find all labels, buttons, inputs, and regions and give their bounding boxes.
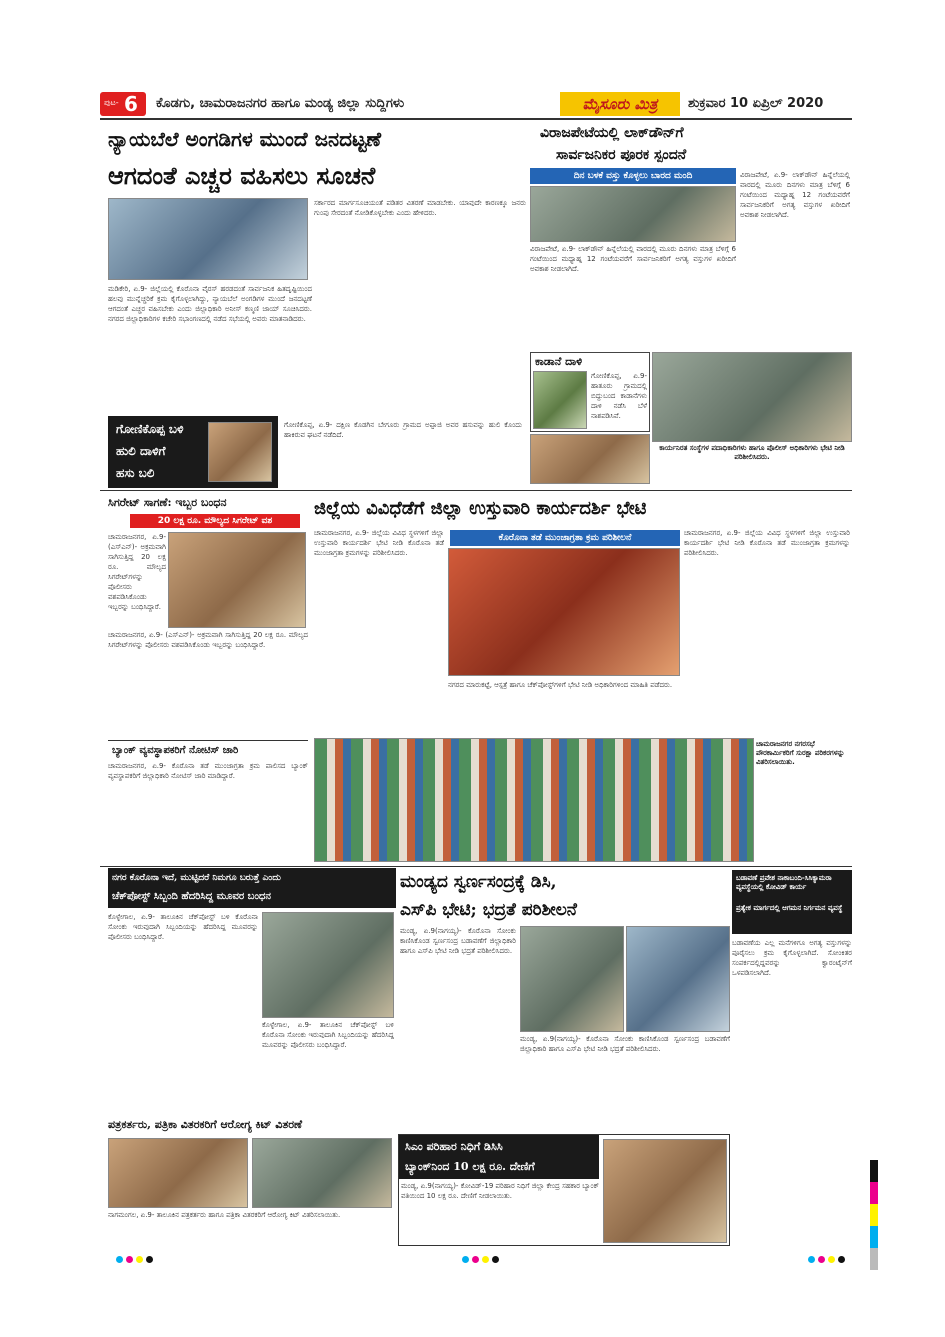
mandya-headline-line1: ಮಂಡ್ಯದ ಸ್ವರ್ಣಸಂದ್ರಕ್ಕೆ ಡಿಸಿ, xyxy=(400,872,557,892)
cm-fund-box xyxy=(398,1134,730,1246)
checkpost-headline-line2: ಚೆಕ್‌ಪೋಸ್ಟ್ ಸಿಬ್ಬಂದಿ ಹೆದರಿಸಿದ್ದ ಮೂವರ ಬಂಧನ xyxy=(112,891,271,902)
inspection-photo xyxy=(652,352,852,442)
page-number: 6 xyxy=(124,92,138,116)
story2-headline-line1: ವಿರಾಜಪೇಟೆಯಲ್ಲಿ ಲಾಕ್‌ಡೌನ್‌ಗೆ xyxy=(540,125,684,141)
story1-headline-line2: ಆಗದಂತೆ ಎಚ್ಚರ ವಹಿಸಲು ಸೂಚನೆ xyxy=(108,161,376,190)
health-kit-headline: ಪತ್ರಕರ್ತರು, ಪತ್ರಿಕಾ ವಿತರಕರಿಗೆ ಆರೋಗ್ಯ ಕಿಟ್ ವಿತರಣೆ xyxy=(108,1118,303,1131)
checkpost-photo xyxy=(262,912,394,1018)
workers-group-photo xyxy=(314,738,754,862)
story1-headline-line1: ನ್ಯಾಯಬೆಲೆ ಅಂಗಡಿಗಳ ಮುಂದೆ ಜನದಟ್ಟಣೆ xyxy=(108,127,382,151)
checkpost-body-col1: ಕೊಳ್ಳೇಗಾಲ, ಏ.9- ತಾಲೂಕಿನ ಚೆಕ್‌ಪೋಸ್ಟ್ ಬಳಿ ಕೊರೊನಾ ಸೋಂಕು ಇರುವುದಾಗಿ ಸಿಬ್ಬಂದಿಯನ್ನು ಹೆದರಿಸಿದ್ದ ಮೂವರನ್ನು ಪೊಲೀಸರು ಬಂಧಿಸಿದ್ದಾರೆ. xyxy=(108,913,258,941)
tiger-body: ಗೋಣಿಕೊಪ್ಪ, ಏ.9- ದಕ್ಷಿಣ ಕೊಡಗಿನ ಬೇಗೂರು ಗ್ರಾಮದ ಅಪ್ಪಾಜಿ ಅವರ ಹಸುವನ್ನು ಹುಲಿ ಕೊಂದು ಹಾಕಿರುವ ಘಟನೆ ನಡೆದಿದೆ. xyxy=(284,421,522,439)
tiger-line1: ಗೋಣಿಕೊಪ್ಪ ಬಳಿ xyxy=(116,422,184,436)
secretary-body-col3: ಚಾಮರಾಜನಗರ, ಏ.9- ಜಿಲ್ಲೆಯ ವಿವಿಧ ಸ್ಥಳಗಳಿಗೆ ಜಿಲ್ಲಾ ಉಸ್ತುವಾರಿ ಕಾರ್ಯದರ್ಶಿ ಭೇಟಿ ನೀಡಿ ಕೊರೊನಾ ತಡೆ ಮುಂಜಾಗ್ರತಾ ಕ್ರಮಗಳನ್ನು ಪರಿಶೀಲಿಸಿದರು. xyxy=(684,529,850,557)
registration-marks-left xyxy=(116,1256,156,1264)
color-bar xyxy=(870,1160,878,1270)
secretary-body-col2: ನಗರದ ಮಾರುಕಟ್ಟೆ, ಆಸ್ಪತ್ರೆ ಹಾಗೂ ಚೆಕ್‌ಪೋಸ್ಟ್‌ಗಳಿಗೆ ಭೇಟಿ ನೀಡಿ ಅಧಿಕಾರಿಗಳಿಂದ ಮಾಹಿತಿ ಪಡೆದರು. xyxy=(448,681,673,689)
cigarette-sub-banner: 20 ಲಕ್ಷ ರೂ. ಮೌಲ್ಯದ ಸಿಗರೇಟ್ ವಶ xyxy=(130,514,300,528)
kadane-title: ಕಾಡಾನೆ ದಾಳಿ xyxy=(535,355,583,368)
story2-body: ವಿರಾಜಪೇಟೆ, ಏ.9- ಲಾಕ್‌ಡೌನ್ ಹಿನ್ನೆಲೆಯಲ್ಲಿ ವಾರದಲ್ಲಿ ಮೂರು ದಿನಗಳು ಮಾತ್ರ ಬೆಳಿಗ್ಗೆ 6 ಗಂಟೆಯಿಂದ ಮಧ್ಯಾಹ್ನ 12 ಗಂಟೆಯವರೆಗೆ ಸಾರ್ವಜನಿಕರಿಗೆ ಅಗತ್ಯ ವಸ್ತುಗಳ ಖರೀದಿಗೆ ಅವಕಾಶ ನೀಡಲಾಗಿದೆ. xyxy=(530,245,736,273)
story2-photo-market xyxy=(530,186,736,242)
story1-headline xyxy=(108,122,528,194)
kadane-photo-large xyxy=(530,434,650,484)
mandya-body-col1: ಮಂಡ್ಯ, ಏ.9(ನಾಗಯ್ಯ)- ಕೊರೊನಾ ಸೋಂಕು ಕಾಣಿಸಿಕೊಂಡ ಸ್ವರ್ಣಸಂದ್ರ ಬಡಾವಣೆಗೆ ಜಿಲ್ಲಾಧಿಕಾರಿ ಹಾಗೂ ಎಸ್‌ಪಿ ಭೇಟಿ ನೀಡಿ ಭದ್ರತೆ ಪರಿಶೀಲಿಸಿದರು. xyxy=(400,927,516,955)
kadane-body: ಗೋಣಿಕೊಪ್ಪ, ಏ.9- ಹಾತೂರು ಗ್ರಾಮದಲ್ಲಿ ಬಿದ್ದುಬಂದ ಕಾಡಾನೆಗಳು ದಾಳಿ ನಡೆಸಿ ಬೆಳೆ ನಾಶಪಡಿಸಿವೆ. xyxy=(591,372,647,420)
cigarette-body: ಚಾಮರಾಜನಗರ, ಏ.9- (ಎಸ್‌ಎನ್)- ಅಕ್ರಮವಾಗಿ ಸಾಗಿಸುತ್ತಿದ್ದ 20 ಲಕ್ಷ ರೂ. ಮೌಲ್ಯದ ಸಿಗರೇಟ್‌ಗಳನ್ನು ಪೊಲೀಸರು ವಶಪಡಿಸಿಕೊಂಡು ಇಬ್ಬರನ್ನು ಬಂಧಿಸಿದ್ದಾರೆ. xyxy=(108,533,166,611)
checkpost-headline-box xyxy=(108,868,396,908)
masthead-rule xyxy=(100,118,852,120)
kadane-photo xyxy=(533,371,587,429)
masthead xyxy=(100,92,852,116)
cm-fund-headline-line2: ಬ್ಯಾಂಕ್‌ನಿಂದ 10 ಲಕ್ಷ ರೂ. ದೇಣಿಗೆ xyxy=(405,1160,535,1173)
registration-marks-right xyxy=(808,1256,848,1264)
cm-fund-headline-line1: ಸಿಎಂ ಪರಿಹಾರ ನಿಧಿಗೆ ಡಿಸಿಸಿ xyxy=(405,1140,503,1153)
tiger-headline-box xyxy=(108,416,278,488)
sidebar-bullet-2: ಪ್ರತ್ಯೇಕ ಮಾರ್ಗದಲ್ಲಿ ಆಗಮನ ನಿರ್ಗಮನ ವ್ಯವಸ್ಥೆ xyxy=(736,904,843,912)
health-kit-photo-1 xyxy=(108,1138,248,1208)
checkpost-headline-line1: ನಗರ ಕೊರೊನಾ ಇದೆ, ಮುಟ್ಟಿದರೆ ನಿಮಗೂ ಬರುತ್ತೆ ಎಂದು xyxy=(112,873,281,883)
story1-body-col2: ಸರ್ಕಾರದ ಮಾರ್ಗಸೂಚಿಯಂತೆ ಪಡಿತರ ವಿತರಣೆ ಮಾಡಬೇಕು. ಯಾವುದೇ ಕಾರಣಕ್ಕೂ ಜನರು ಗುಂಪು ಸೇರದಂತೆ ನೋಡಿಕೊಳ್ಳಬೇಕು ಎಂದು ಹೇಳಿದರು. xyxy=(314,199,526,217)
cm-fund-headline-box xyxy=(399,1135,599,1179)
story1-body-col1: ಮಡಿಕೇರಿ, ಏ.9- ಜಿಲ್ಲೆಯಲ್ಲಿ ಕೊರೊನಾ ವೈರಸ್ ಹರಡದಂತೆ ಸಾರ್ವಜನಿಕ ಹಿತದೃಷ್ಟಿಯಿಂದ ಹಲವು ಮುನ್ನೆಚ್ಚರಿಕೆ ಕ್ರಮ ಕೈಗೊಳ್ಳಲಾಗಿದ್ದು, ನ್ಯಾಯಬೆಲೆ ಅಂಗಡಿಗಳ ಮುಂದೆ ಜನದಟ್ಟಣೆ ಆಗದಂತೆ ಎಚ್ಚರ ವಹಿಸಬೇಕು ಎಂದು ಜಿಲ್ಲಾಧಿಕಾರಿ ಅನೀಸ್ ಕಣ್ಮಣಿ ಜಾಯ್ ಸೂಚಿಸಿದರು. ನಗರದ ಜಿಲ್ಲಾಧಿಕಾರಿಗಳ ಕಚೇರಿ ಸಭಾಂಗಣದಲ್ಲಿ ನಡೆದ ಸಭೆಯಲ್ಲಿ ಅವರು ಮಾತನಾಡಿದರು. xyxy=(108,285,312,323)
story2-headline-line2: ಸಾರ್ವಜನಿಕರ ಪೂರಕ ಸ್ಪಂದನೆ xyxy=(556,147,687,163)
mandya-photo-1 xyxy=(520,926,624,1032)
cigarette-photo xyxy=(168,532,306,628)
tiger-photo xyxy=(208,422,272,482)
divider-lower xyxy=(100,866,852,867)
mandya-photo-2 xyxy=(626,926,730,1032)
mandya-headline xyxy=(400,868,730,924)
checkpost-body-col2: ಕೊಳ್ಳೇಗಾಲ, ಏ.9- ತಾಲೂಕಿನ ಚೆಕ್‌ಪೋಸ್ಟ್ ಬಳಿ ಕೊರೊನಾ ಸೋಂಕು ಇರುವುದಾಗಿ ಸಿಬ್ಬಂದಿಯನ್ನು ಹೆದರಿಸಿದ್ದ ಮೂವರನ್ನು ಪೊಲೀಸರು ಬಂಧಿಸಿದ್ದಾರೆ. xyxy=(262,1021,394,1049)
divider-mid xyxy=(100,490,852,491)
tiger-box xyxy=(108,416,524,488)
tiger-line3: ಹಸು ಬಲಿ xyxy=(116,466,155,480)
cigarette-headline: ಸಿಗರೇಟ್ ಸಾಗಣೆ: ಇಬ್ಬರ ಬಂಧನ xyxy=(108,496,227,509)
story2-sub-banner: ದಿನ ಬಳಕೆ ವಸ್ತು ಕೊಳ್ಳಲು ಬಾರದ ಮಂದಿ xyxy=(530,168,736,184)
inspection-caption: ಕಾರ್ಯನಿರತ ಸಂಸ್ಥೆಗಳ ಪದಾಧಿಕಾರಿಗಳು ಹಾಗೂ ಪೊಲೀಸ್ ಅಧಿಕಾರಿಗಳು ಭೇಟಿ ನೀಡಿ ಪರಿಶೀಲಿಸಿದರು. xyxy=(659,444,845,461)
mandya-headline-line2: ಎಸ್‌ಪಿ ಭೇಟಿ; ಭದ್ರತೆ ಪರಿಶೀಲನೆ xyxy=(400,900,577,920)
page-number-badge xyxy=(100,92,146,116)
sidebar-bullets-box xyxy=(732,870,852,934)
tiger-line2: ಹುಲಿ ದಾಳಿಗೆ xyxy=(116,444,166,458)
mandya-sidebar xyxy=(732,870,852,1170)
sidebar-bullet-1: ಬಡಾವಣೆ ಪ್ರವೇಶ ನಾಕಾಬಂದಿ-ಸಿಸಿಕ್ಯಾಮರಾ ವ್ಯವಸ್ಥೆಯಲ್ಲಿ ಕೋವಿಡ್ ಕಾರ್ಯ xyxy=(736,874,832,891)
bank-headline: ಬ್ಯಾಂಕ್ ವ್ಯವಸ್ಥಾಪಕರಿಗೆ ನೋಟಿಸ್ ಜಾರಿ xyxy=(112,745,239,756)
secretary-sub-banner: ಕೊರೊನಾ ತಡೆ ಮುಂಜಾಗ್ರತಾ ಕ್ರಮ ಪರಿಶೀಲನೆ xyxy=(450,530,680,546)
secretary-headline: ಜಿಲ್ಲೆಯ ವಿವಿಧೆಡೆಗೆ ಜಿಲ್ಲಾ ಉಸ್ತುವಾರಿ ಕಾರ್ಯದರ್ಶಿ ಭೇಟಿ xyxy=(314,498,647,519)
sidebar-body: ಬಡಾವಣೆಯ ಎಲ್ಲ ಮನೆಗಳಿಗೂ ಅಗತ್ಯ ವಸ್ತುಗಳನ್ನು ಪೂರೈಸಲು ಕ್ರಮ ಕೈಗೊಳ್ಳಲಾಗಿದೆ. ಸೋಂಕಿತರ ಸಂಪರ್ಕದಲ್ಲಿದ್ದವರನ್ನು ಕ್ವಾರಂಟೈನ್‌ಗೆ ಒಳಪಡಿಸಲಾಗಿದೆ. xyxy=(732,939,852,977)
cm-fund-photo xyxy=(603,1139,727,1243)
page-label: ಪುಟ- xyxy=(104,98,119,107)
workers-caption: ಚಾಮರಾಜನಗರ ನಗರಸಭೆ ಪೌರಕಾರ್ಮಿಕರಿಗೆ ಸುರಕ್ಷಾ ಪರಿಕರಗಳನ್ನು ವಿತರಿಸಲಾಯಿತು. xyxy=(756,740,845,766)
mandya-body-col2: ಮಂಡ್ಯ, ಏ.9(ನಾಗಯ್ಯ)- ಕೊರೊನಾ ಸೋಂಕು ಕಾಣಿಸಿಕೊಂಡ ಸ್ವರ್ಣಸಂದ್ರ ಬಡಾವಣೆಗೆ ಜಿಲ್ಲಾಧಿಕಾರಿ ಹಾಗೂ ಎಸ್‌ಪಿ ಭೇಟಿ ನೀಡಿ ಭದ್ರತೆ ಪರಿಶೀಲಿಸಿದರು. xyxy=(520,1035,730,1053)
issue-date: ಶುಕ್ರವಾರ 10 ಏಪ್ರಿಲ್ 2020 xyxy=(688,96,824,111)
cigarette-body-full: ಚಾಮರಾಜನಗರ, ಏ.9- (ಎಸ್‌ಎನ್)- ಅಕ್ರಮವಾಗಿ ಸಾಗಿಸುತ್ತಿದ್ದ 20 ಲಕ್ಷ ರೂ. ಮೌಲ್ಯದ ಸಿಗರೇಟ್‌ಗಳನ್ನು ಪೊಲೀಸರು ವಶಪಡಿಸಿಕೊಂಡು ಇಬ್ಬರನ್ನು ಬಂಧಿಸಿದ್ದಾರೆ. xyxy=(108,631,308,649)
kadane-box xyxy=(530,352,650,432)
paper-name: ಮೈಸೂರು ಮಿತ್ರ xyxy=(560,92,680,116)
bank-box xyxy=(108,740,308,864)
secretary-photo-market xyxy=(448,548,680,676)
registration-marks-center xyxy=(462,1256,502,1264)
section-title: ಕೊಡಗು, ಚಾಮರಾಜನಗರ ಹಾಗೂ ಮಂಡ್ಯ ಜಿಲ್ಲಾ ಸುದ್ದಿಗಳು xyxy=(156,96,405,111)
health-kit-photo-2 xyxy=(252,1138,392,1208)
story2-headline xyxy=(528,122,852,166)
story1-photo-meeting xyxy=(108,198,308,280)
bank-body: ಚಾಮರಾಜನಗರ, ಏ.9- ಕೊರೊನಾ ತಡೆ ಮುಂಜಾಗ್ರತಾ ಕ್ರಮ ಪಾಲಿಸದ ಬ್ಯಾಂಕ್ ವ್ಯವಸ್ಥಾಪಕರಿಗೆ ಜಿಲ್ಲಾಧಿಕಾರಿ ನೋಟಿಸ್ ಜಾರಿ ಮಾಡಿದ್ದಾರೆ. xyxy=(108,762,308,780)
health-kit-body: ನಾಗಮಂಗಲ, ಏ.9- ತಾಲೂಕಿನ ಪತ್ರಕರ್ತರು ಹಾಗೂ ಪತ್ರಿಕಾ ವಿತರಕರಿಗೆ ಆರೋಗ್ಯ ಕಿಟ್ ವಿತರಿಸಲಾಯಿತು. xyxy=(108,1211,341,1219)
secretary-body-col1: ಚಾಮರಾಜನಗರ, ಏ.9- ಜಿಲ್ಲೆಯ ವಿವಿಧ ಸ್ಥಳಗಳಿಗೆ ಜಿಲ್ಲಾ ಉಸ್ತುವಾರಿ ಕಾರ್ಯದರ್ಶಿ ಭೇಟಿ ನೀಡಿ ಕೊರೊನಾ ತಡೆ ಮುಂಜಾಗ್ರತಾ ಕ್ರಮಗಳನ್ನು ಪರಿಶೀಲಿಸಿದರು. xyxy=(314,529,444,557)
story2-body-col2: ವಿರಾಜಪೇಟೆ, ಏ.9- ಲಾಕ್‌ಡೌನ್ ಹಿನ್ನೆಲೆಯಲ್ಲಿ ವಾರದಲ್ಲಿ ಮೂರು ದಿನಗಳು ಮಾತ್ರ ಬೆಳಿಗ್ಗೆ 6 ಗಂಟೆಯಿಂದ ಮಧ್ಯಾಹ್ನ 12 ಗಂಟೆಯವರೆಗೆ ಸಾರ್ವಜನಿಕರಿಗೆ ಅಗತ್ಯ ವಸ್ತುಗಳ ಖರೀದಿಗೆ ಅವಕಾಶ ನೀಡಲಾಗಿದೆ. xyxy=(740,171,850,219)
cm-fund-body: ಮಂಡ್ಯ, ಏ.9(ನಾಗಯ್ಯ)- ಕೋವಿಡ್-19 ಪರಿಹಾರ ನಿಧಿಗೆ ಜಿಲ್ಲಾ ಕೇಂದ್ರ ಸಹಕಾರ ಬ್ಯಾಂಕ್ ವತಿಯಿಂದ 10 ಲಕ್ಷ ರೂ. ದೇಣಿಗೆ ನೀಡಲಾಯಿತು. xyxy=(401,1182,599,1200)
